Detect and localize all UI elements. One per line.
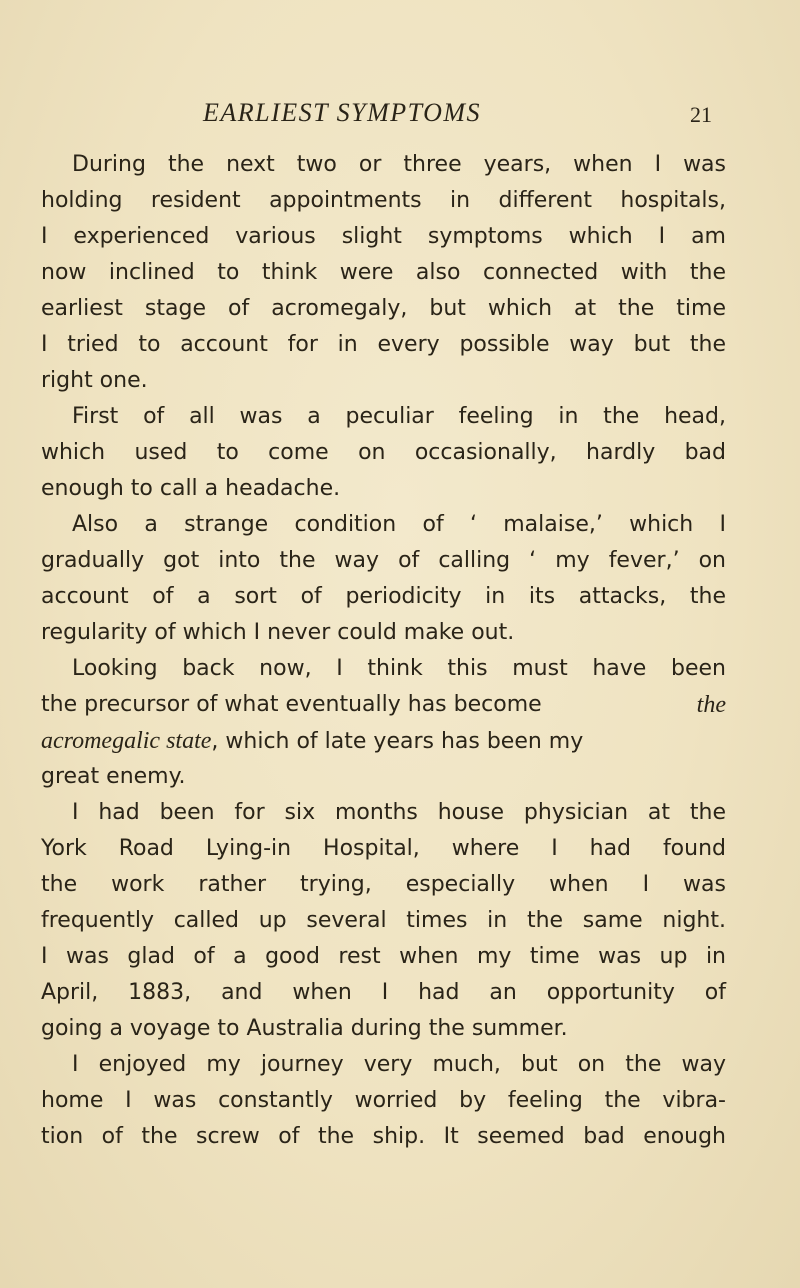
- text-line: I had been for six months house physician at the: [72, 800, 726, 825]
- text-run: the precursor of what eventually has become: [41, 692, 542, 717]
- text-line: I was glad of a good rest when my time was up in: [41, 944, 726, 969]
- running-head: [0, 94, 800, 134]
- text-line: tion of the screw of the ship. It seemed bad enough: [41, 1124, 726, 1149]
- chapter-title: EARLIEST SYMPTOMS: [203, 98, 482, 127]
- text-line: earliest stage of acromegaly, but which at the time: [41, 296, 726, 321]
- text-line: going a voyage to Australia during the summer.: [41, 1016, 568, 1041]
- italic-term: acromegalic state: [41, 728, 212, 754]
- text-line-with-italic: [41, 690, 726, 720]
- text-line: April, 1883, and when I had an opportunity of: [41, 980, 726, 1005]
- text-line: I enjoyed my journey very much, but on the way: [72, 1052, 726, 1077]
- text-line: Looking back now, I think this must have been: [72, 656, 726, 681]
- italic-term: the: [696, 692, 726, 718]
- text-line: the work rather trying, especially when I was: [41, 872, 726, 897]
- text-line: gradually got into the way of calling ‘ my fever,’ on: [41, 548, 726, 573]
- text-line: regularity of which I never could make out.: [41, 620, 515, 645]
- text-line: enough to call a headache.: [41, 476, 341, 501]
- text-line: I tried to account for in every possible way but the: [41, 332, 726, 357]
- text-line: First of all was a peculiar feeling in the head,: [72, 404, 726, 429]
- text-line: frequently called up several times in the same night.: [41, 908, 726, 933]
- text-line: now inclined to think were also connected with the: [41, 260, 726, 285]
- text-line-with-italic: [41, 726, 726, 756]
- text-line: York Road Lying-in Hospital, where I had found: [41, 836, 726, 861]
- text-line: right one.: [41, 368, 148, 393]
- text-line: During the next two or three years, when I was: [72, 152, 726, 177]
- text-line: great enemy.: [41, 764, 186, 789]
- text-line: home I was constantly worried by feeling the vibra-: [41, 1088, 726, 1113]
- text-line: Also a strange condition of ‘ malaise,’ which I: [72, 512, 726, 537]
- text-line: I experienced various slight symptoms which I am: [41, 224, 726, 249]
- text-line: account of a sort of periodicity in its attacks, the: [41, 584, 726, 609]
- text-line: holding resident appointments in different hospitals,: [41, 188, 726, 213]
- text-line: which used to come on occasionally, hardly bad: [41, 440, 726, 465]
- page-number: 21: [690, 102, 712, 127]
- text-run: , which of late years has been my: [211, 729, 584, 754]
